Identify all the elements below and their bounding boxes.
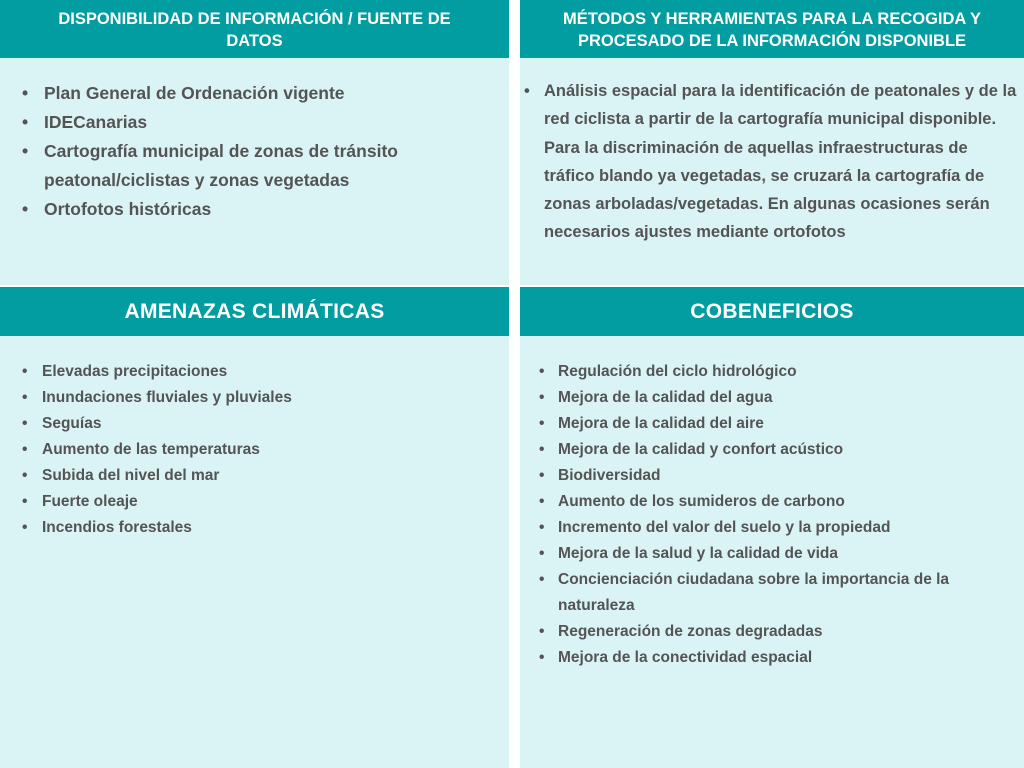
- list-item: [0, 411, 509, 437]
- list-item-text: Incendios forestales: [42, 519, 192, 536]
- bullet-icon: •: [539, 467, 545, 484]
- list-item-text: Mejora de la calidad del aire: [558, 415, 764, 432]
- list-item: [0, 195, 509, 224]
- list-item: [520, 463, 1024, 489]
- bullet-icon: •: [539, 389, 545, 406]
- bullet-icon: •: [539, 519, 545, 536]
- list-item: [520, 77, 1022, 247]
- bullet-icon: •: [22, 199, 29, 219]
- bullet-icon: •: [524, 82, 530, 100]
- list-item: [0, 437, 509, 463]
- list-item-text: Biodiversidad: [558, 467, 661, 484]
- cobenefits-list: [520, 359, 1024, 671]
- list-item-text: Mejora de la calidad del agua: [558, 389, 773, 406]
- list-item: [520, 567, 1024, 619]
- list-item: [520, 489, 1024, 515]
- panel-climate-threats: [0, 287, 509, 768]
- list-item-text: Regulación del ciclo hidrológico: [558, 363, 797, 380]
- list-item: [520, 437, 1024, 463]
- bullet-icon: •: [539, 441, 545, 458]
- bullet-icon: •: [22, 363, 28, 380]
- list-item: [520, 359, 1024, 385]
- list-item-text: Mejora de la conectividad espacial: [558, 649, 813, 666]
- list-item: [0, 489, 509, 515]
- bullet-icon: •: [539, 363, 545, 380]
- bullet-icon: •: [539, 571, 545, 588]
- list-item: [0, 463, 509, 489]
- data-sources-list: [0, 79, 509, 224]
- bullet-icon: •: [539, 493, 545, 510]
- list-item-text: Aumento de las temperaturas: [42, 441, 260, 458]
- panel-header: [0, 287, 509, 336]
- panel-methods: [520, 0, 1024, 285]
- bullet-icon: •: [22, 112, 29, 132]
- list-item: [520, 645, 1024, 671]
- list-item-text: Aumento de los sumideros de carbono: [558, 493, 845, 510]
- list-item: [520, 515, 1024, 541]
- header-line-2: PROCESADO DE LA INFORMACIÓN DISPONIBLE: [577, 32, 967, 50]
- list-item-text: Cartografía municipal de zonas de tránsito peatonal/ciclistas y zonas vegetadas: [44, 141, 398, 190]
- list-item: [0, 359, 509, 385]
- list-item: [520, 541, 1024, 567]
- panel-header: [0, 0, 509, 58]
- header-line-2: DATOS: [226, 32, 283, 50]
- list-item-text: Análisis espacial para la identificación de peatonales y de la red ciclista a partir de la cartografía municipal disponible. Para la discriminación de aquellas infraestructuras de tráfico blando ya vegetadas, se cruzará la cartografía de zonas arboladas/vegetadas. En algunas ocasiones serán necesarios ajustes mediante ortofotos: [544, 82, 1017, 242]
- list-item-text: Concienciación ciudadana sobre la importancia de la naturaleza: [558, 571, 950, 614]
- bullet-icon: •: [22, 493, 28, 510]
- bullet-icon: •: [539, 623, 545, 640]
- list-item-text: Regeneración de zonas degradadas: [558, 623, 823, 640]
- list-item-text: Plan General de Ordenación vigente: [44, 83, 345, 103]
- bullet-icon: •: [539, 649, 545, 666]
- list-item-text: Mejora de la calidad y confort acústico: [558, 441, 844, 458]
- list-item-text: Incremento del valor del suelo y la propiedad: [558, 519, 891, 536]
- bullet-icon: •: [22, 441, 28, 458]
- bullet-icon: •: [22, 467, 28, 484]
- header-line-1: MÉTODOS Y HERRAMIENTAS PARA LA RECOGIDA Y: [562, 10, 982, 28]
- climate-threats-list: [0, 359, 509, 541]
- bullet-icon: •: [22, 389, 28, 406]
- panel-header: [520, 0, 1024, 58]
- list-item: [0, 108, 509, 137]
- header-line-1: DISPONIBILIDAD DE INFORMACIÓN / FUENTE DE: [58, 10, 451, 28]
- list-item-text: Inundaciones fluviales y pluviales: [42, 389, 292, 406]
- list-item-text: Ortofotos históricas: [44, 199, 212, 219]
- panel-header: [520, 287, 1024, 336]
- list-item: [520, 385, 1024, 411]
- list-item-text: Subida del nivel del mar: [42, 467, 220, 484]
- bullet-icon: •: [539, 415, 545, 432]
- list-item-text: Fuerte oleaje: [42, 493, 138, 510]
- panel-data-sources: [0, 0, 509, 285]
- list-item: [0, 137, 509, 195]
- bullet-icon: •: [22, 415, 28, 432]
- list-item: [0, 79, 509, 108]
- header-title: COBENEFICIOS: [690, 299, 854, 323]
- list-item: [520, 619, 1024, 645]
- list-item: [520, 411, 1024, 437]
- list-item: [0, 515, 509, 541]
- bullet-icon: •: [22, 141, 29, 161]
- list-item-text: IDECanarias: [44, 112, 148, 132]
- list-item-text: Elevadas precipitaciones: [42, 363, 228, 380]
- panel-cobenefits: [520, 287, 1024, 768]
- methods-list: [520, 77, 1024, 247]
- bullet-icon: •: [22, 83, 29, 103]
- list-item: [0, 385, 509, 411]
- header-title: AMENAZAS CLIMÁTICAS: [124, 299, 385, 323]
- list-item-text: Seguías: [42, 415, 102, 432]
- bullet-icon: •: [539, 545, 545, 562]
- list-item-text: Mejora de la salud y la calidad de vida: [558, 545, 838, 562]
- bullet-icon: •: [22, 519, 28, 536]
